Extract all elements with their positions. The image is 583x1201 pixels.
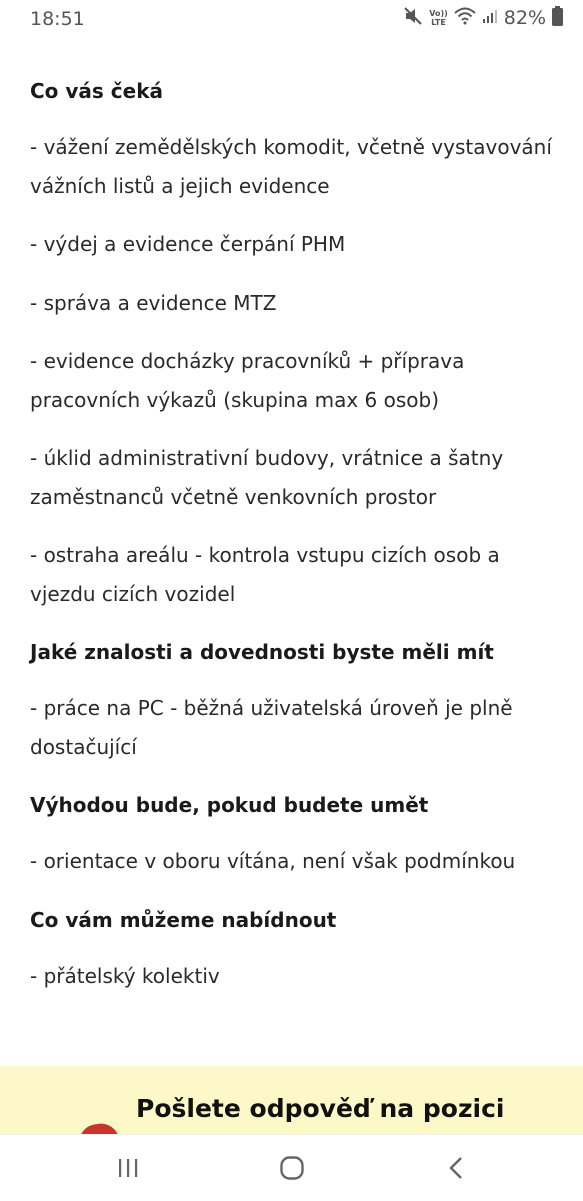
home-icon [279, 1155, 305, 1181]
battery-percentage: 82% [503, 7, 546, 29]
recent-apps-button[interactable] [108, 1153, 148, 1183]
list-item: - přátelský kolektiv [30, 963, 220, 988]
status-time: 18:51 [30, 8, 85, 30]
apply-banner-title[interactable]: Pošlete odpověď na pozici [136, 1094, 505, 1123]
status-icons [403, 6, 563, 30]
list-item: - orientace v oboru vítána, není však podmínkou [30, 849, 516, 873]
volte-icon [429, 9, 448, 27]
section-heading-what-awaits: Co vás čeká [30, 79, 163, 103]
signal-icon [482, 8, 498, 28]
wifi-icon [454, 7, 476, 29]
list-item: - ostraha areálu - kontrola vstupu cizích osob a vjezdu cizích vozidel [30, 543, 500, 606]
home-button[interactable] [272, 1153, 312, 1183]
recent-apps-icon [117, 1158, 139, 1178]
list-item: - práce na PC - běžná uživatelská úroveň je plně dostačující [30, 696, 513, 759]
volte-top-label: Vo)) [429, 9, 448, 18]
volte-bottom-label: LTE [431, 18, 446, 27]
navigation-bar [0, 1134, 583, 1201]
list-item: - vážení zemědělských komodit, včetně vystavování vážních listů a jejich evidence [30, 135, 552, 198]
list-item: - správa a evidence MTZ [30, 290, 277, 315]
battery-icon [552, 6, 563, 30]
section-heading-advantage: Výhodou bude, pokud budete umět [30, 793, 429, 817]
list-item: - úklid administrativní budovy, vrátnice a šatny zaměstnanců včetně venkovních prostor [30, 446, 504, 509]
section-heading-skills: Jaké znalosti a dovednosti byste měli mít [30, 640, 494, 664]
list-item: - evidence docházky pracovníků + příprava pracovních výkazů (skupina max 6 osob) [30, 349, 465, 412]
mute-icon [403, 6, 423, 30]
section-heading-offer: Co vám můžeme nabídnout [30, 907, 337, 932]
job-description [30, 76, 560, 995]
status-bar [0, 0, 583, 40]
list-item: - výdej a evidence čerpání PHM [30, 232, 346, 256]
banner-decoration [77, 1121, 119, 1134]
apply-banner[interactable] [0, 1066, 583, 1134]
back-button[interactable] [436, 1153, 476, 1183]
back-icon [448, 1156, 464, 1180]
